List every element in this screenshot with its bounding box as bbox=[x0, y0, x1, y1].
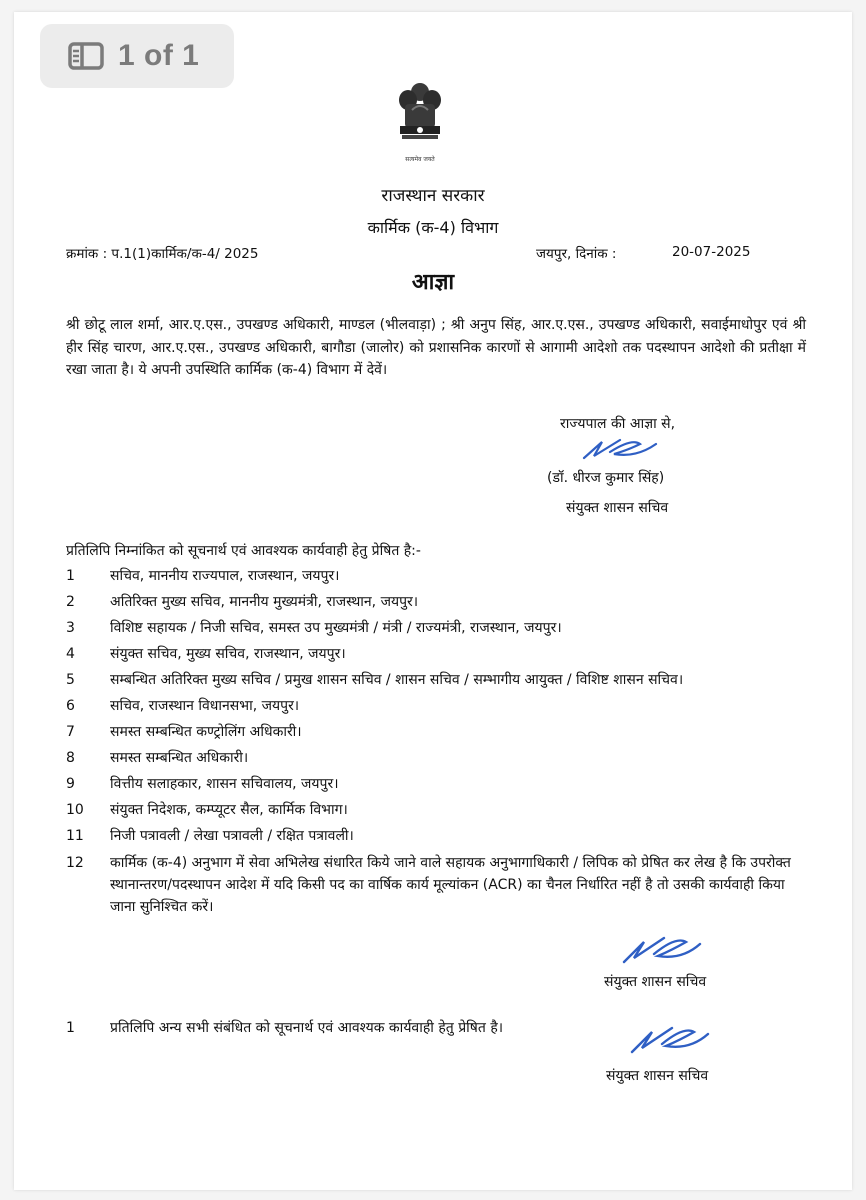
list-item: 2 अतिरिक्त मुख्य सचिव, माननीय मुख्यमंत्री, राजस्थान, जयपुर। bbox=[66, 594, 419, 610]
signature-mark-2 bbox=[618, 928, 704, 968]
signature-3-designation: संयुक्त शासन सचिव bbox=[606, 1068, 709, 1084]
list-item: 6 सचिव, राजस्थान विधानसभा, जयपुर। bbox=[66, 698, 300, 714]
signature-2-designation: संयुक्त शासन सचिव bbox=[604, 974, 707, 990]
government-name: राजस्थान सरकार bbox=[381, 186, 485, 206]
list-item: 1 सचिव, माननीय राज्यपाल, राजस्थान, जयपुर। bbox=[66, 568, 340, 584]
list-item: 5 सम्बन्धित अतिरिक्त मुख्य सचिव / प्रमुख शासन सचिव / शासन सचिव / सम्भागीय आयुक्त / विशिष्ट शासन सचिव। bbox=[66, 672, 684, 688]
list-item: 8 समस्त सम्बन्धित अधिकारी। bbox=[66, 750, 249, 766]
signature-mark-1 bbox=[580, 432, 660, 464]
state-emblem bbox=[390, 80, 450, 164]
by-order-line: राज्यपाल की आज्ञा से, bbox=[560, 416, 676, 432]
signatory-name: (डॉ. धीरज कुमार सिंह) bbox=[547, 470, 665, 486]
place-date-label: जयपुर, दिनांक : bbox=[536, 246, 617, 262]
list-item: 4 संयुक्त सचिव, मुख्य सचिव, राजस्थान, जयपुर। bbox=[66, 646, 346, 662]
list-item: 7 समस्त सम्बन्धित कण्ट्रोलिंग अधिकारी। bbox=[66, 724, 302, 740]
copy-list bbox=[66, 566, 806, 918]
copy-heading: प्रतिलिपि निम्नांकित को सूचनार्थ एवं आवश्यक कार्यवाही हेतु प्रेषित है:- bbox=[66, 543, 421, 559]
page-indicator[interactable] bbox=[40, 24, 234, 88]
list-item: 11 निजी पत्रावली / लेखा पत्रावली / रक्षित पत्रावली। bbox=[66, 828, 354, 844]
list-item: 3 विशिष्ट सहायक / निजी सचिव, समस्त उप मुख्यमंत्री / मंत्री / राज्यमंत्री, राजस्थान, जयपुर। bbox=[66, 620, 562, 636]
signatory-designation: संयुक्त शासन सचिव bbox=[566, 500, 669, 516]
list-item: 12 कार्मिक (क-4) अनुभाग में सेवा अभिलेख संधारित किये जाने वाले सहायक अनुभागाधिकारी / लिपिक को प्रेषित कर लेख है कि उपरोक्त स्थानान्तरण/पदस्थापन आदेश में यदि किसी पद का वार्षिक कार्य मूल्यांकन (ACR) का चैनल निर्धारित नहीं है तो उसकी कार्यवाही किया जाना सुनिश्चित करें। bbox=[66, 855, 791, 915]
order-title: आज्ञा bbox=[411, 270, 455, 295]
page-indicator-text: 1 of 1 bbox=[118, 39, 200, 72]
pages-icon bbox=[68, 42, 104, 70]
reference-number: क्रमांक : प.1(1)कार्मिक/क-4/ 2025 bbox=[66, 246, 259, 262]
order-date: 20-07-2025 bbox=[672, 244, 751, 260]
list-item: 10 संयुक्त निदेशक, कम्प्यूटर सैल, कार्मिक विभाग। bbox=[66, 802, 348, 818]
order-body: श्री छोटू लाल शर्मा, आर.ए.एस., उपखण्ड अधिकारी, माण्डल (भीलवाड़ा) ; श्री अनुप सिंह, आर.ए.एस., उपखण्ड अधिकारी, सवाईमाधोपुर एवं श्री हीर सिंह चारण, आर.ए.एस., उपखण्ड अधिकारी, बागौडा (जालोर) को प्रशासनिक कारणों से आगामी आदेशो तक पदस्थापन आदेशो की प्रतीक्षा में रखा जाता है। ये अपनी उपस्थिति कार्मिक (क-4) विभाग में देवें। bbox=[66, 317, 806, 378]
list-item: 9 वित्तीय सलाहकार, शासन सचिवालय, जयपुर। bbox=[66, 776, 339, 792]
emblem-icon bbox=[390, 80, 450, 152]
emblem-motto: सत्यमेव जयते bbox=[405, 156, 435, 163]
second-copy-item: 1 प्रतिलिपि अन्य सभी संबंधित को सूचनार्थ एवं आवश्यक कार्यवाही हेतु प्रेषित है। bbox=[66, 1020, 504, 1036]
department-name: कार्मिक (क-4) विभाग bbox=[367, 218, 499, 237]
signature-mark-3 bbox=[626, 1016, 712, 1058]
